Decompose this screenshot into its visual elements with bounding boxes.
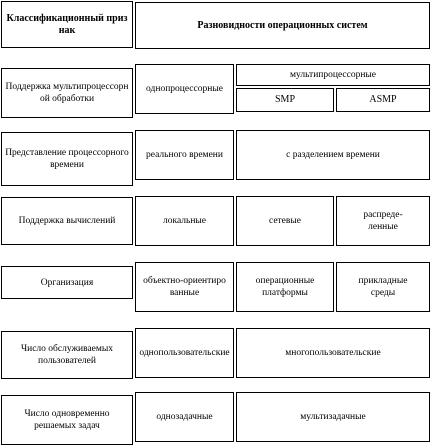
varieties-header-box: [135, 2, 430, 49]
option-label-single-task: однозадачные: [156, 412, 213, 422]
option-box-local: [135, 196, 234, 246]
option-box-time-sharing: [236, 130, 430, 180]
option-label-application-environments: прикладные среды: [358, 276, 408, 298]
option-label-multitask: мультизадачные: [300, 412, 366, 422]
option-box-distributed: [336, 196, 430, 246]
option-label-os-platforms: операционные платформы: [255, 276, 315, 298]
option-box-single-task: [135, 392, 234, 442]
option-label-local: локальные: [162, 216, 207, 226]
option-box-real-time: [135, 130, 234, 180]
criterion-box-multiprocessing: [1, 68, 133, 118]
criterion-label-multiprocessing: Поддержка мультипроцессорной обработки: [5, 82, 129, 104]
option-label-single-processor: однопроцессорные: [146, 84, 223, 94]
criterion-box-computation: [1, 197, 133, 245]
criterion-label-tasks: Число одновременно решаемых задач: [24, 409, 110, 431]
option-label-object-oriented: объектно-ориентированные: [143, 276, 226, 298]
option-label-multi-user: многопользовательские: [285, 348, 381, 358]
criterion-label-computation: Поддержка вычислений: [18, 216, 116, 226]
option-label-real-time: реального времени: [146, 150, 223, 160]
criterion-label-users: Число обслуживаемых пользователей: [20, 344, 114, 366]
option-label-time-sharing: с разделением времени: [286, 150, 380, 160]
option-box-os-platforms: [236, 262, 334, 312]
criterion-header-box: [1, 1, 133, 48]
criterion-header-label: Классификационный признак: [6, 12, 128, 36]
criterion-box-processor-time: [1, 132, 133, 186]
criterion-box-users: [1, 331, 133, 379]
option-box-object-oriented: [135, 262, 234, 312]
criterion-box-tasks: [1, 395, 133, 445]
option-box-network: [236, 196, 334, 246]
option-box-multi-user: [236, 328, 430, 378]
criterion-box-organization: [1, 266, 133, 299]
option-box-multiprocessor: [236, 64, 430, 86]
option-box-single-user: [135, 328, 234, 378]
criterion-label-processor-time: Представление процессорного времени: [5, 148, 129, 170]
option-label-asmp: ASMP: [369, 94, 397, 105]
option-label-distributed: распреде-ленные: [363, 210, 403, 232]
option-box-single-processor: [135, 64, 234, 114]
option-box-multitask: [236, 392, 430, 442]
option-box-smp: [236, 88, 334, 112]
option-label-network: сетевые: [268, 216, 301, 226]
option-box-asmp: [336, 88, 430, 112]
criterion-label-organization: Организация: [40, 277, 94, 288]
option-label-single-user: однопользовательские: [139, 348, 230, 358]
varieties-header-label: Разновидности операционных систем: [197, 19, 368, 31]
option-box-application-environments: [336, 262, 430, 312]
option-label-multiprocessor: мультипроцессорные: [289, 70, 377, 80]
option-label-smp: SMP: [274, 94, 295, 105]
